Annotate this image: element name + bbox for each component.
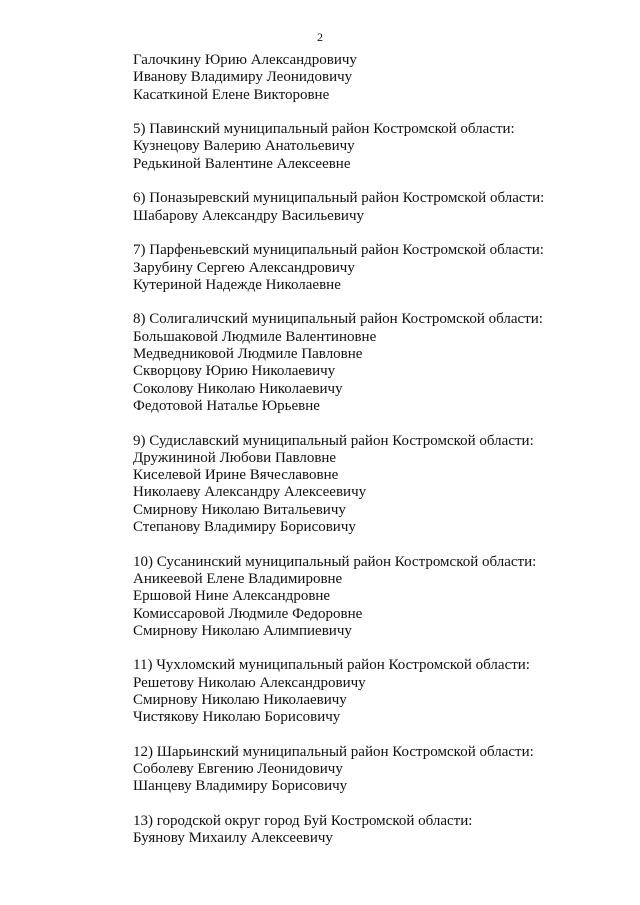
person-name: Федотовой Наталье Юрьевне bbox=[133, 397, 320, 414]
person-name: Смирнову Николаю Николаевичу bbox=[133, 691, 347, 708]
person-name: Большаковой Людмиле Валентиновне bbox=[133, 328, 377, 345]
district-heading: 6) Поназыревский муниципальный район Костромской области: bbox=[133, 190, 545, 207]
person-name: Галочкину Юрию Александровичу bbox=[133, 52, 357, 68]
person-name: Касаткиной Елене Викторовне bbox=[133, 86, 330, 103]
person-name: Смирнову Николаю Алимпиевичу bbox=[133, 622, 352, 639]
person-name: Соколову Николаю Николаевичу bbox=[133, 380, 343, 397]
district-heading: 12) Шарьинский муниципальный район Костромской области: bbox=[133, 743, 534, 760]
page-number: 2 bbox=[317, 30, 323, 44]
person-name: Скворцову Юрию Николаевичу bbox=[133, 363, 336, 380]
person-name: Комиссаровой Людмиле Федоровне bbox=[133, 605, 363, 622]
district-heading: 8) Солигаличский муниципальный район Костромской области: bbox=[133, 311, 543, 328]
person-name: Иванову Владимиру Леонидовичу bbox=[133, 69, 353, 86]
district-heading: 10) Сусанинский муниципальный район Костромской области: bbox=[133, 553, 537, 570]
person-name: Кузнецову Валерию Анатольевичу bbox=[133, 138, 355, 155]
person-name: Смирнову Николаю Витальевичу bbox=[133, 501, 346, 518]
person-name: Зарубину Сергею Александровичу bbox=[133, 259, 355, 276]
person-name: Соболеву Евгению Леонидовичу bbox=[133, 761, 343, 778]
person-name: Дружининой Любови Павловне bbox=[133, 449, 337, 466]
district-heading: 13) городской округ город Буй Костромской области: bbox=[133, 813, 473, 830]
person-name: Аникеевой Елене Владимировне bbox=[133, 570, 343, 587]
person-name: Чистякову Николаю Борисовичу bbox=[133, 709, 341, 726]
person-name: Редькиной Валентине Алексеевне bbox=[133, 155, 351, 172]
person-name: Кутериной Надежде Николаевне bbox=[133, 276, 341, 293]
person-name: Буянову Михаилу Алексеевичу bbox=[133, 830, 333, 847]
person-name: Шанцеву Владимиру Борисовичу bbox=[133, 778, 348, 795]
person-name: Степанову Владимиру Борисовичу bbox=[133, 519, 356, 536]
district-heading: 5) Павинский муниципальный район Костромской области: bbox=[133, 121, 515, 138]
person-name: Решетову Николаю Александровичу bbox=[133, 674, 366, 691]
person-name: Ершовой Нине Александровне bbox=[133, 588, 331, 605]
district-heading: 9) Судиславский муниципальный район Костромской области: bbox=[133, 432, 534, 449]
person-name: Николаеву Александру Алексеевичу bbox=[133, 484, 367, 501]
person-name: Медведниковой Людмиле Павловне bbox=[133, 346, 363, 363]
document-body bbox=[133, 52, 613, 848]
person-name: Киселевой Ирине Вячеславовне bbox=[133, 467, 339, 484]
person-name: Шабарову Александру Васильевичу bbox=[133, 207, 364, 224]
district-heading: 7) Парфеньевский муниципальный район Костромской области: bbox=[133, 242, 544, 259]
district-heading: 11) Чухломский муниципальный район Костромской области: bbox=[133, 657, 530, 674]
